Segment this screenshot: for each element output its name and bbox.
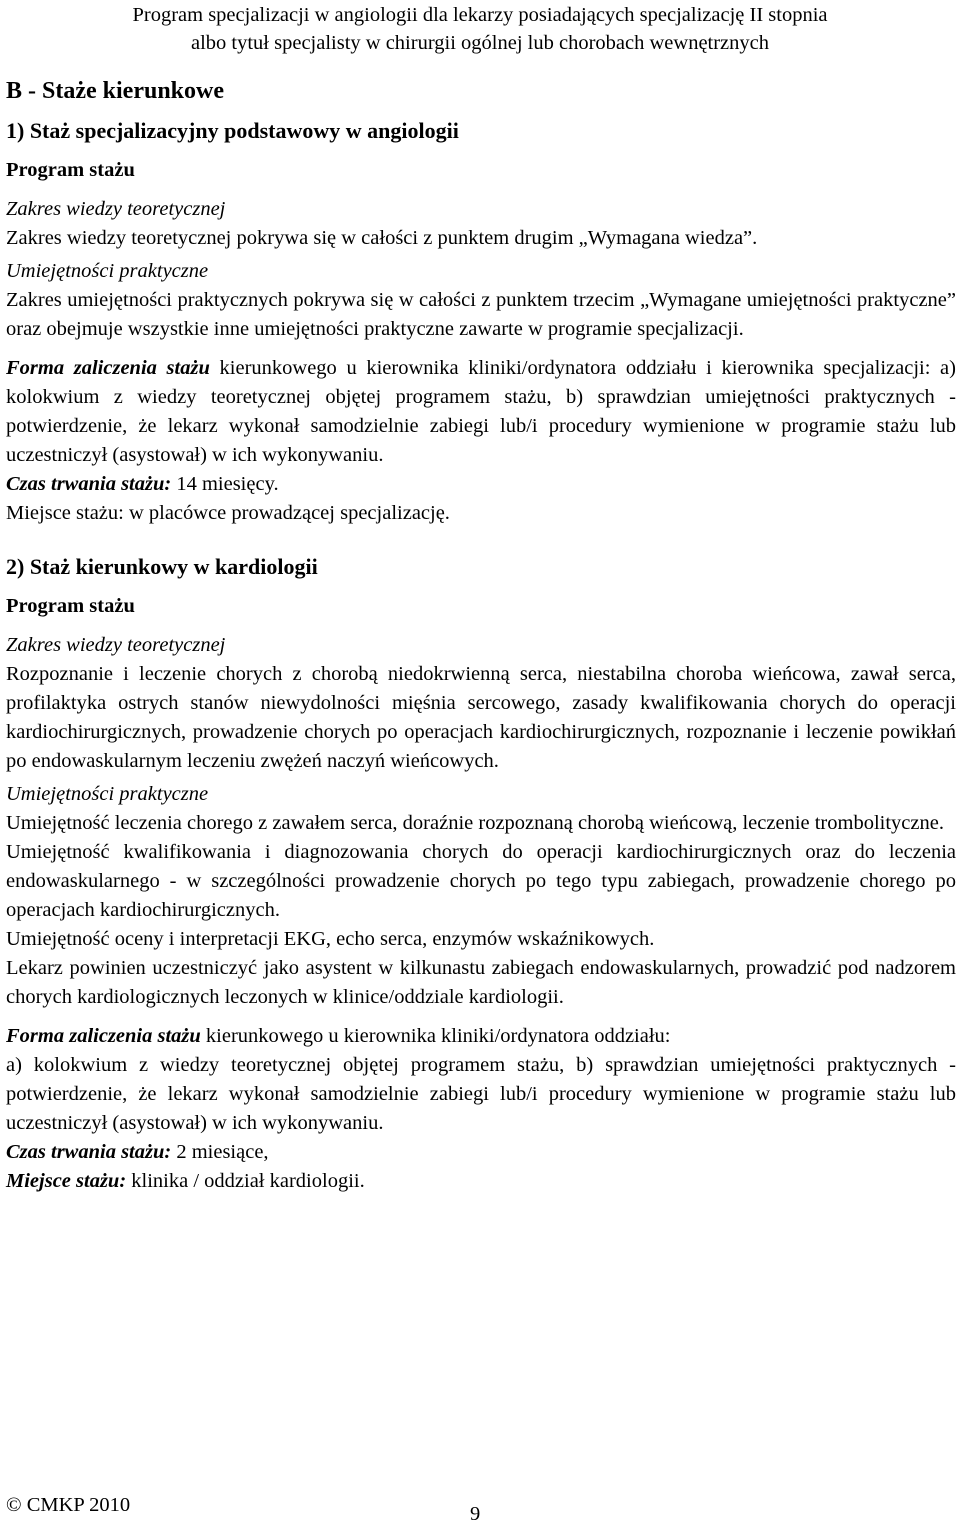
s2-program-heading: Program stażu bbox=[6, 595, 135, 617]
s2-miejsce-label: Miejsce stażu: bbox=[6, 1170, 127, 1192]
s2-title: 2) Staż kierunkowy w kardiologii bbox=[6, 554, 318, 579]
s2-umiej-heading: Umiejętności praktyczne bbox=[6, 783, 209, 805]
s2-forma-paragraph bbox=[6, 1022, 956, 1051]
s1-umiej-heading: Umiejętności praktyczne bbox=[6, 260, 209, 282]
page-header bbox=[0, 0, 960, 57]
s2-miejsce-value: klinika / oddział kardiologii. bbox=[126, 1170, 365, 1192]
s1-czas-paragraph bbox=[6, 470, 956, 499]
s2-czas-paragraph bbox=[6, 1138, 956, 1167]
s1-forma-paragraph bbox=[6, 354, 956, 470]
s1-title: 1) Staż specjalizacyjny podstawowy w angiologii bbox=[6, 118, 459, 143]
s1-forma-text: kierunkowego u kierownika kliniki/ordynatora oddziału i kierownika specjalizacji: a) kolokwium z wiedzy teoretycznej objętej programem stażu, b) sprawdzian umiejętności praktycznych - potwierdzenie, że lekarz wykonał samodzielnie zabiegi lub/i procedury wymienione w programie stażu lub uczestniczył (asystował) w ich wykonywaniu. bbox=[6, 357, 956, 466]
s1-program-heading: Program stażu bbox=[6, 159, 135, 181]
s2-umiej-item: Lekarz powinien uczestniczyć jako asystent w kilkunastu zabiegach endowaskularnych, prowadzić pod nadzorem chorych kardiologicznych leczonych w klinice/oddziale kardiologii. bbox=[6, 957, 956, 1008]
s1-czas-label: Czas trwania stażu: bbox=[6, 473, 172, 495]
section-title: B - Staże kierunkowe bbox=[6, 78, 224, 104]
header-line-2: albo tytuł specjalisty w chirurgii ogólnej lub chorobach wewnętrznych bbox=[190, 32, 770, 54]
s1-zakres-text: Zakres wiedzy teoretycznej pokrywa się w całości z punktem drugim „Wymagana wiedza”. bbox=[6, 227, 758, 249]
s1-miejsce-text: Miejsce stażu: w placówce prowadzącej specjalizację. bbox=[6, 502, 450, 524]
s2-zakres-heading: Zakres wiedzy teoretycznej bbox=[6, 634, 226, 656]
s2-zakres-text: Rozpoznanie i leczenie chorych z chorobą niedokrwienną serca, niestabilna choroba wieńcowa, zawał serca, profilaktyka ostrych stanów niewydolności mięśnia sercowego, zasady kwalifikowania chorych do operacji kardiochirurgicznych, prowadzenie chorych po operacjach kardiochirurgicznych, rozpoznanie i leczenie powikłań po endowaskularnym leczeniu zwężeń naczyń wieńcowych. bbox=[6, 663, 956, 772]
s2-forma-text-2: a) kolokwium z wiedzy teoretycznej objętej programem stażu, b) sprawdzian umiejętności praktycznych - potwierdzenie, że lekarz wykonał samodzielnie zabiegi lub/i procedury wymienione w programie stażu lub uczestniczył (asystował) w ich wykonywaniu. bbox=[6, 1054, 956, 1134]
s2-czas-value: 2 miesiące, bbox=[171, 1141, 269, 1163]
header-line-1: Program specjalizacji w angiologii dla lekarzy posiadających specjalizację II stopnia bbox=[132, 4, 828, 26]
s2-czas-label: Czas trwania stażu: bbox=[6, 1141, 172, 1163]
s2-miejsce-paragraph bbox=[6, 1167, 956, 1196]
page-content bbox=[6, 76, 956, 1196]
s1-zakres-heading: Zakres wiedzy teoretycznej bbox=[6, 198, 226, 220]
s2-forma-text: kierunkowego u kierownika kliniki/ordynatora oddziału: bbox=[200, 1025, 671, 1047]
s2-umiej-item: Umiejętność leczenia chorego z zawałem serca, doraźnie rozpoznaną chorobą wieńcową, leczenie trombolityczne. bbox=[6, 812, 944, 834]
s2-umiej-item: Umiejętność oceny i interpretacji EKG, echo serca, enzymów wskaźnikowych. bbox=[6, 928, 655, 950]
page-number: 9 bbox=[470, 1503, 481, 1525]
s2-forma-label: Forma zaliczenia stażu bbox=[6, 1025, 201, 1047]
s1-czas-value: 14 miesięcy. bbox=[171, 473, 279, 495]
s2-umiej-item: Umiejętność kwalifikowania i diagnozowania chorych do operacji kardiochirurgicznych oraz do leczenia endowaskularnego - w szczególności prowadzenie chorych po tego typu zabiegach, prowadzenie chorego po operacjach kardiochirurgicznych. bbox=[6, 841, 956, 921]
s1-umiej-text: Zakres umiejętności praktycznych pokrywa się w całości z punktem trzecim „Wymagane umiejętności praktyczne” oraz obejmuje wszystkie inne umiejętności praktyczne zawarte w programie specjalizacji. bbox=[6, 289, 956, 340]
s1-forma-label: Forma zaliczenia stażu bbox=[6, 357, 210, 379]
footer-copyright: © CMKP 2010 bbox=[6, 1494, 131, 1516]
